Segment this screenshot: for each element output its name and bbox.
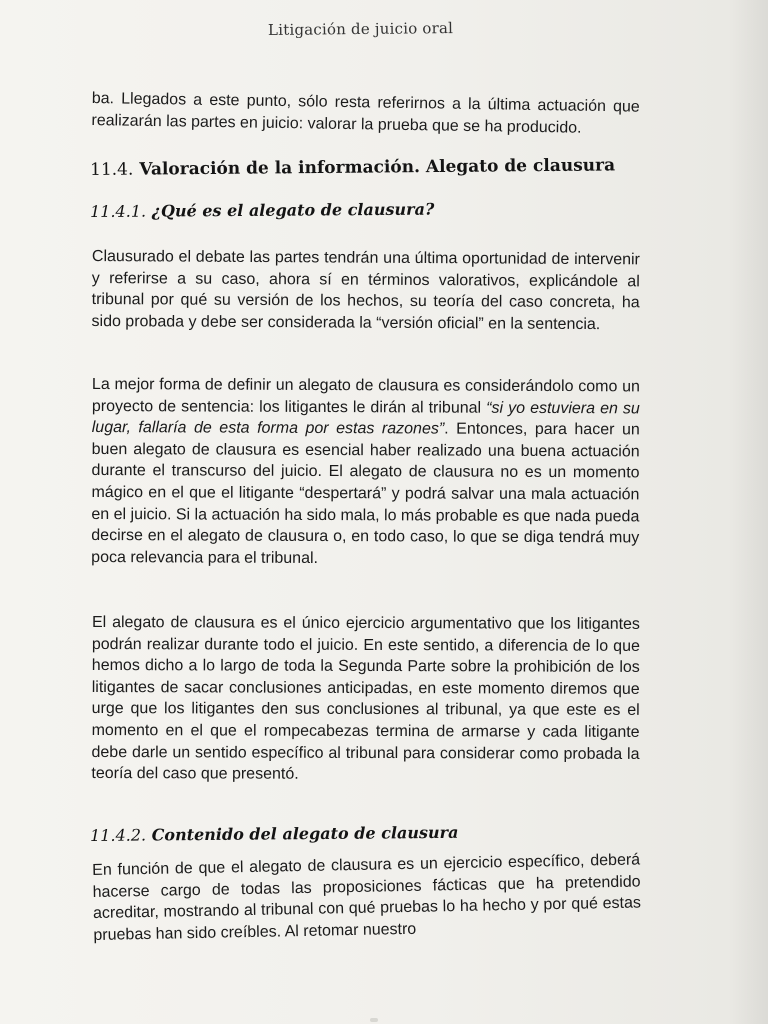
paragraph-2 <box>91 374 640 571</box>
subsection-2-heading <box>90 823 458 845</box>
paragraph-4: En función de que el alegato de clausura es un ejercicio específico, deberá hacerse cargo de todas las proposiciones fácticas que ha pretendido acreditar, mostrando al tribunal con qué pruebas lo ha hecho y por qué estas pruebas han sido creíbles. Al retomar nuestro <box>92 851 642 944</box>
page-mark <box>370 1018 378 1022</box>
subsection-1-title: ¿Qué es el alegato de clausura? <box>151 199 435 221</box>
section-title: Valoración de la información. Alegato de clausura <box>139 155 616 180</box>
paragraph-3: El alegato de clausura es el único ejercicio argumentativo que los litigantes podrán realizar durante todo el juicio. En este sentido, a diferencia de lo que hemos dicho a lo largo de toda la Segunda Parte sobre la prohibición de los litigantes de sacar conclusiones anticipadas, en este momento diremos que urge que los litigantes den sus conclusiones al tribunal, ya que este es el momento en el que el rompecabezas termina de armarse y cada litigante debe darle un sentido específico al tribunal para considerar como probada la teoría del caso que presentó. <box>91 614 640 783</box>
subsection-2-title: Contenido del alegato de clausura <box>151 822 459 845</box>
intro-paragraph: ba. Llegados a este punto, sólo resta referirnos a la última actuación que realizarán las partes en juicio: valorar la prueba que se ha producido. <box>91 89 640 137</box>
section-number: 11.4. <box>90 159 134 180</box>
paragraph-2-quote: “si yo estuviera en su lugar, fallaría de esta forma por estas razones” <box>91 399 640 438</box>
paragraph-1: Clausurado el debate las partes tendrán una última oportunidad de intervenir y referirse a su caso, ahora sí en términos valorativos, explicándole al tribunal por qué su versión de los hechos, su teoría del caso concreta, ha sido probada y debe ser considerada la “versión oficial” en la sentencia. <box>91 247 640 333</box>
subsection-1-number: 11.4.1. <box>90 201 147 221</box>
subsection-1-heading <box>90 200 434 221</box>
paragraph-2-rest: . Entonces, para hacer un buen alegato de clausura es esencial haber realizado una buena actuación durante el transcurso del juicio. El alegato de clausura no es un momento mágico en el que el litigante “despertará” y podrá salvar una mala actuación en el juicio. Si la actuación ha sido mala, lo más probable es que nada pueda decirse en el alegato de clausura o, en todo caso, lo que se diga tendrá muy poca relevancia para el tribunal. <box>91 420 640 567</box>
running-head: Litigación de juicio oral <box>267 19 454 39</box>
page-curl-shadow <box>728 0 768 1024</box>
section-heading <box>90 155 615 180</box>
paragraph-2-intro: La mejor forma de definir un alegato de clausura es considerándolo como un proyecto de sentencia: los litigantes le dirán al tribunal <box>91 375 640 417</box>
subsection-2-number: 11.4.2. <box>90 825 147 845</box>
